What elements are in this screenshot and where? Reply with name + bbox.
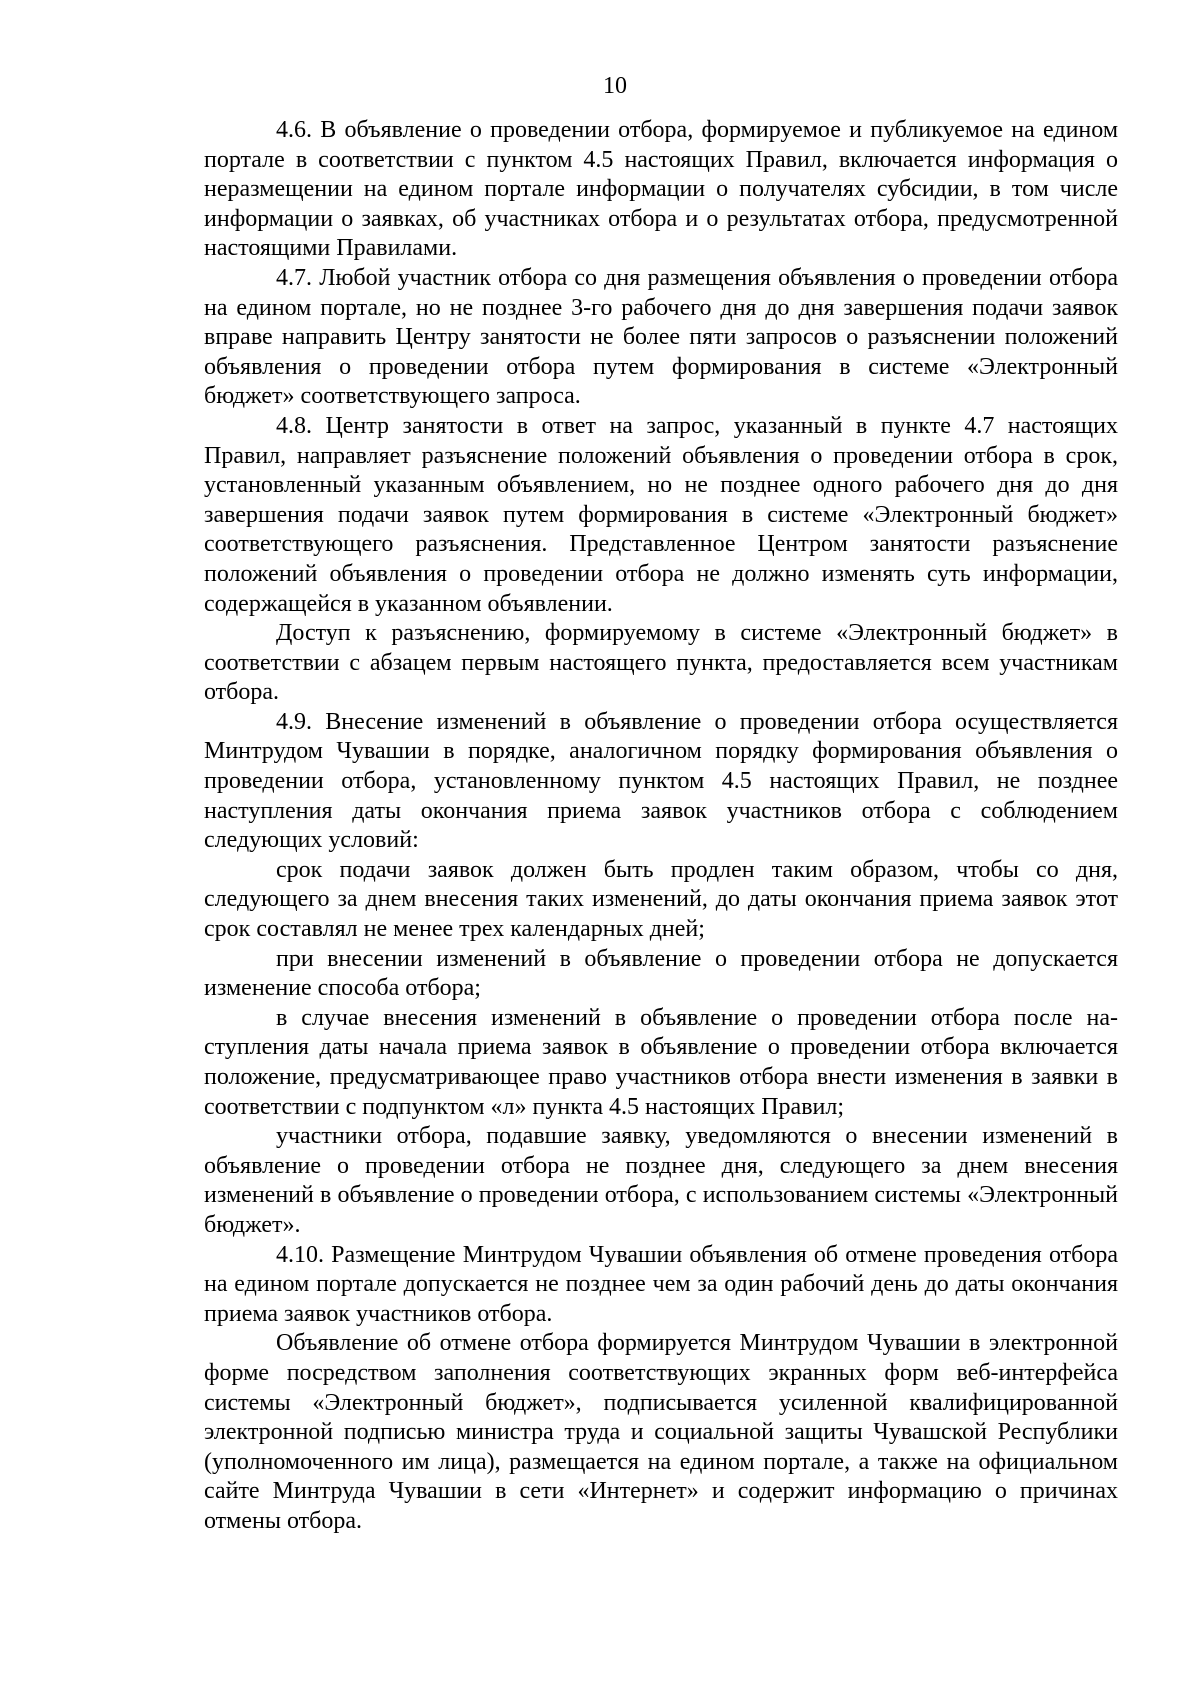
paragraph-4-8: 4.8. Центр занятости в ответ на запрос, указанный в пункте 4.7 настоящих Правил, направляет разъяснение положений объявления о проведении отбора в срок, установленный указанным объявлением, но не позднее одного рабочего дня до дня завершения подачи заявок путем формирования в системе «Электронный бюджет» соответствующего разъяснения. Представленное Центром занятости разъяснение положений объявления о проведении отбора не должно изменять суть информации, содержащейся в указанном объявлении.: [204, 412, 1118, 617]
paragraph-4-8-access: Доступ к разъяснению, формируемому в системе «Электронный бюджет» в соответствии с абзацем первым настоящего пункта, предоставляется всем участникам отбора.: [204, 620, 1118, 706]
paragraph-4-9: 4.9. Внесение изменений в объявление о проведении отбора осуществляется Минтрудом Чувашии в порядке, аналогичном порядку формирования объявления о проведении отбора, установленному пунктом 4.5 настоящих Правил, не позднее наступления даты окончания приема заявок участников отбора с соблюдением следующих условий:: [204, 708, 1118, 854]
paragraph-4-9-condition-3: в случае внесения изменений в объявление о проведении отбора после наступления даты начала приема заявок в объявление о проведении отбора включается положение, предусматривающее право участников отбора внести изменения в заявки в соответствии с подпунктом «л» пункта 4.5 настоящих Правил;: [204, 1004, 1118, 1120]
paragraph-4-9-condition-4: участники отбора, подавшие заявку, уведомляются о внесении изменений в объявление о проведении отбора не позднее дня, следующего за днем внесения изменений в объявление о проведении отбора, с использованием системы «Электронный бюджет».: [204, 1123, 1118, 1238]
document-body: [204, 116, 1118, 1537]
paragraph-4-9-condition-1: срок подачи заявок должен быть продлен таким образом, чтобы со дня, следующего за днем внесения таких изменений, до даты окончания приема заявок этот срок составлял не менее трех календарных дней;: [204, 856, 1118, 943]
paragraph-4-9-condition-2: при внесении изменений в объявление о проведении отбора не допускается изменение способа отбора;: [204, 945, 1118, 1002]
page-number: 10: [603, 73, 627, 99]
paragraph-4-10-cancellation: Объявление об отмене отбора формируется Минтрудом Чувашии в электронной форме посредством заполнения соответствующих экранных форм веб-интерфейса системы «Электронный бюджет», подписывается усиленной квалифицированной электронной подписью министра труда и социальной защиты Чувашской Республики (уполномоченного им лица), размещается на едином портале, а также на официальном сайте Минтруда Чувашии в сети «Интернет» и содержит информацию о причинах отмены отбора.: [204, 1330, 1118, 1534]
paragraph-4-10: 4.10. Размещение Минтрудом Чувашии объявления об отмене проведения отбора на едином портале допускается не позднее чем за один рабочий день до даты окончания приема заявок участников отбора.: [204, 1241, 1118, 1327]
paragraph-4-7: 4.7. Любой участник отбора со дня размещения объявления о проведении отбора на едином портале, но не позднее 3-го рабочего дня до дня завершения подачи заявок вправе направить Центру занятости не более пяти запросов о разъяснении положений объявления о проведении отбора путем формирования в системе «Электронный бюджет» соответствующего запроса.: [204, 264, 1118, 410]
paragraph-4-6: 4.6. В объявление о проведении отбора, формируемое и публикуемое на едином портале в соответствии с пунктом 4.5 настоящих Правил, включается информация о неразмещении на едином портале информации о получателях субсидии, в том числе информации о заявках, об участниках отбора и о результатах отбора, предусмотренной настоящими Правилами.: [204, 117, 1118, 262]
